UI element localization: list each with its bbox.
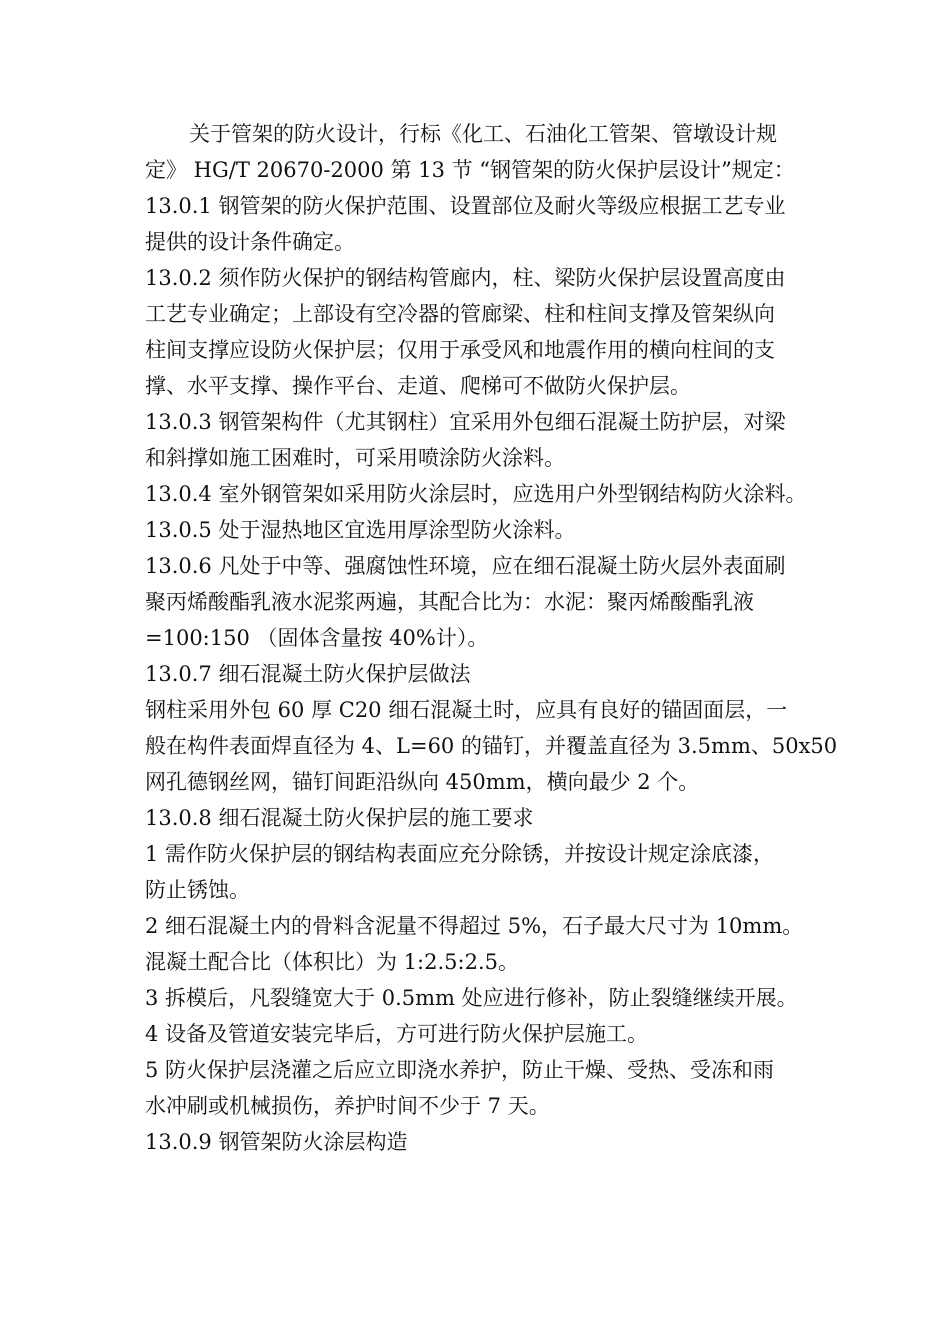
clause-13-0-2-line-1: 13.0.2 须作防火保护的钢结构管廊内，柱、梁防火保护层设置高度由 <box>145 266 786 290</box>
clause-13-0-6-line-3: =100:150 （固体含量按 40%计）。 <box>145 626 489 650</box>
item-2-line-2: 混凝土配合比（体积比）为 1:2.5:2.5。 <box>145 950 519 974</box>
clause-13-0-3-line-1: 13.0.3 钢管架构件（尤其钢柱）宜采用外包细石混凝土防护层，对梁 <box>145 410 786 434</box>
item-1-line-2: 防止锈蚀。 <box>145 878 250 902</box>
clause-13-0-2-line-3: 柱间支撑应设防火保护层；仅用于承受风和地震作用的横向柱间的支 <box>145 338 775 362</box>
clause-13-0-1-line-2: 提供的设计条件确定。 <box>145 230 355 254</box>
item-2-line-1: 2 细石混凝土内的骨料含泥量不得超过 5%，石子最大尺寸为 10mm。 <box>145 914 804 938</box>
item-4-line-1: 4 设备及管道安装完毕后，方可进行防火保护层施工。 <box>145 1022 649 1046</box>
clause-13-0-9-heading: 13.0.9 钢管架防火涂层构造 <box>145 1130 408 1154</box>
clause-13-0-3-line-2: 和斜撑如施工困难时，可采用喷涂防火涂料。 <box>145 446 565 470</box>
clause-13-0-2-line-2: 工艺专业确定；上部设有空冷器的管廊梁、柱和柱间支撑及管架纵向 <box>145 302 775 326</box>
item-5-line-2: 水冲刷或机械损伤，养护时间不少于 7 天。 <box>145 1094 550 1118</box>
clause-13-0-5-line-1: 13.0.5 处于湿热地区宜选用厚涂型防火涂料。 <box>145 518 576 542</box>
paragraph-intro-line-1: 关于管架的防火设计，行标《化工、石油化工管架、管墩设计规 <box>189 122 777 146</box>
clause-13-0-4-line-1: 13.0.4 室外钢管架如采用防火涂层时，应选用户外型钢结构防火涂料。 <box>145 482 807 506</box>
clause-13-0-7-heading: 13.0.7 细石混凝土防火保护层做法 <box>145 662 471 686</box>
clause-13-0-8-heading: 13.0.8 细石混凝土防火保护层的施工要求 <box>145 806 534 830</box>
clause-13-0-2-line-4: 撑、水平支撑、操作平台、走道、爬梯可不做防火保护层。 <box>145 374 691 398</box>
clause-13-0-1-line-1: 13.0.1 钢管架的防火保护范围、设置部位及耐火等级应根据工艺专业 <box>145 194 786 218</box>
clause-13-0-7-text-line-3: 网孔德钢丝网，锚钉间距沿纵向 450mm，横向最少 2 个。 <box>145 770 700 794</box>
paragraph-intro-line-2: 定》 HG/T 20670-2000 第 13 节 “钢管架的防火保护层设计”规定： <box>145 158 795 182</box>
clause-13-0-6-line-1: 13.0.6 凡处于中等、强腐蚀性环境，应在细石混凝土防火层外表面刷 <box>145 554 786 578</box>
document-body <box>145 116 838 1160</box>
item-1-line-1: 1 需作防火保护层的钢结构表面应充分除锈，并按设计规定涂底漆， <box>145 842 775 866</box>
clause-13-0-7-text-line-2: 般在构件表面焊直径为 4、L=60 的锚钉，并覆盖直径为 3.5mm、50x50 <box>145 734 838 758</box>
item-3-line-1: 3 拆模后，凡裂缝宽大于 0.5mm 处应进行修补，防止裂缝继续开展。 <box>145 986 798 1010</box>
item-5-line-1: 5 防火保护层浇灌之后应立即浇水养护，防止干燥、受热、受冻和雨 <box>145 1058 775 1082</box>
clause-13-0-7-text-line-1: 钢柱采用外包 60 厚 C20 细石混凝土时，应具有良好的锚固面层，一 <box>145 698 788 722</box>
clause-13-0-6-line-2: 聚丙烯酸酯乳液水泥浆两遍，其配合比为：水泥：聚丙烯酸酯乳液 <box>145 590 754 614</box>
